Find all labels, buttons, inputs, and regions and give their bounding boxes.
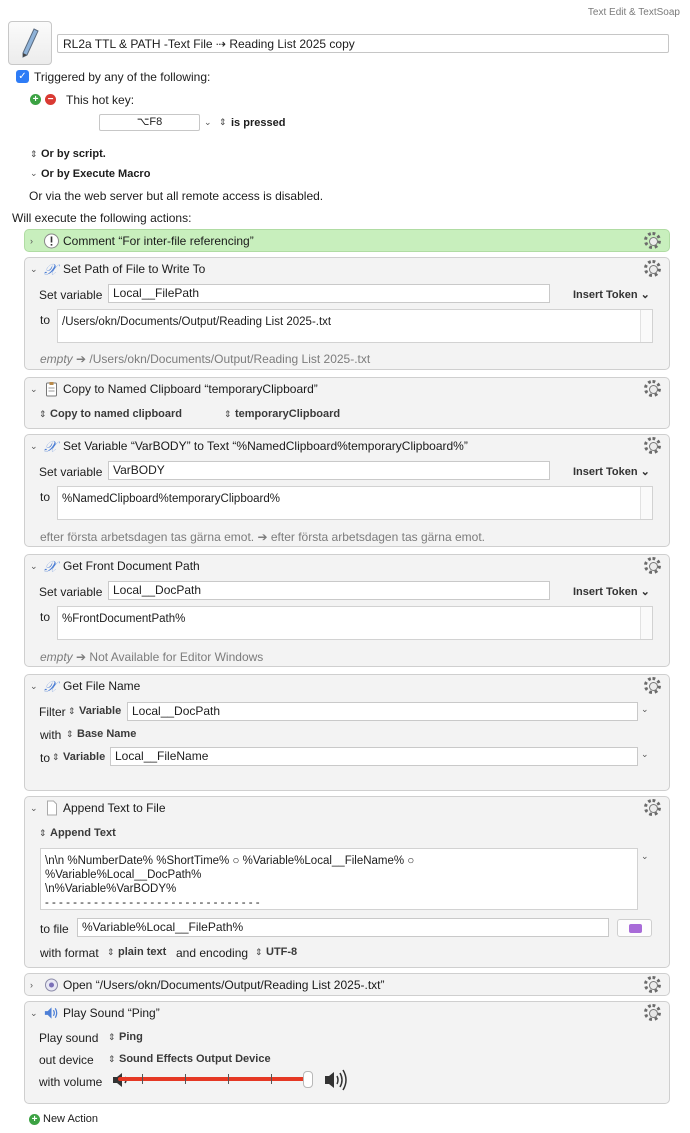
open-file-title: Open “/Users/okn/Documents/Output/Reading List 2025-.txt”	[63, 978, 385, 992]
filter-variable-field[interactable]: Local__DocPath	[127, 702, 638, 721]
destination-variable-field[interactable]: Local__FileName	[110, 747, 638, 766]
chevron-right-icon[interactable]: ›	[30, 980, 33, 990]
updown-icon: ⇕	[224, 409, 232, 419]
filter-source-popup[interactable]: Variable	[79, 705, 122, 717]
updown-icon: ⇕	[68, 706, 76, 716]
chevron-down-icon[interactable]: ⌄	[30, 264, 38, 274]
insert-token-button[interactable]: Insert Token ⌄	[573, 586, 650, 598]
copy-clipboard-action[interactable]	[24, 377, 670, 429]
updown-icon: ⇕	[52, 752, 60, 762]
gear-icon[interactable]	[644, 380, 661, 397]
gear-icon[interactable]	[644, 260, 661, 277]
scrollbar[interactable]	[640, 487, 652, 519]
variable-x-icon	[43, 558, 60, 574]
insert-token-button[interactable]: Insert Token ⌄	[573, 289, 650, 301]
to-label: to	[40, 490, 51, 504]
updown-icon: ⇕	[219, 117, 227, 127]
slider-tick	[271, 1074, 272, 1084]
volume-label: with volume	[39, 1075, 103, 1089]
variable-x-icon	[43, 678, 60, 694]
chevron-down-icon[interactable]: ⌄	[641, 704, 649, 714]
chevron-down-icon[interactable]: ⌄	[30, 681, 38, 691]
speaker-icon	[43, 1005, 60, 1021]
to-file-label: to file	[40, 922, 69, 936]
to-label: to	[40, 313, 51, 327]
exclamation-icon	[43, 233, 60, 249]
preview-text: empty ➔ /Users/okn/Documents/Output/Reading List 2025-.txt	[40, 352, 371, 366]
variable-x-icon	[43, 438, 60, 454]
filter-type-popup[interactable]: Base Name	[77, 728, 137, 740]
macro-name-field[interactable]: RL2a TTL & PATH -Text File ⇢ Reading List 2025 copy	[57, 34, 669, 53]
updown-icon: ⇕	[30, 149, 38, 159]
updown-icon: ⇕	[39, 828, 47, 838]
or-by-script-popup[interactable]: Or by script.	[41, 148, 106, 160]
gear-icon[interactable]	[644, 437, 661, 454]
svg-text:𝒳: 𝒳	[43, 438, 57, 454]
triggered-label: Triggered by any of the following:	[34, 70, 211, 84]
comment-action[interactable]	[24, 229, 670, 252]
variable-name-field[interactable]: Local__DocPath	[108, 581, 550, 600]
svg-text:𝒳: 𝒳	[43, 558, 57, 574]
preview-text: efter första arbetsdagen tas gärna emot. ➔ efter första arbetsdagen tas gärna emot.	[40, 530, 485, 544]
sound-popup[interactable]: Ping	[119, 1031, 143, 1043]
format-popup[interactable]: plain text	[118, 946, 167, 958]
append-text-textarea[interactable]: \n\n %NumberDate% %ShortTime% ○ %Variable%Local__FileName% ○ %Variable%Local__DocPath% \n%Variable%VarBODY% - - - - - - - - - - - - - - - - - - - - - - - - - - - - - - -	[40, 848, 638, 910]
updown-icon: ⇕	[255, 947, 263, 957]
gear-icon[interactable]	[644, 677, 661, 694]
comment-title: Comment “For inter-file referencing”	[63, 234, 254, 248]
clipboard-name-popup[interactable]: temporaryClipboard	[235, 408, 341, 420]
folder-icon[interactable]	[617, 919, 652, 937]
clock-gear-icon[interactable]	[644, 1004, 661, 1021]
hotkey-dropdown-chevron-icon[interactable]: ⌄	[204, 117, 212, 127]
device-popup[interactable]: Sound Effects Output Device	[119, 1053, 271, 1065]
chevron-down-icon[interactable]: ⌄	[641, 749, 649, 759]
volume-slider-knob[interactable]	[303, 1071, 313, 1088]
chevron-right-icon[interactable]: ›	[30, 236, 33, 246]
out-device-label: out device	[39, 1053, 94, 1067]
add-action-icon[interactable]: +	[29, 1114, 40, 1125]
new-action-button[interactable]: New Action	[43, 1113, 99, 1125]
updown-icon: ⇕	[107, 947, 115, 957]
filter-label: Filter	[39, 705, 66, 719]
svg-text:𝒳: 𝒳	[43, 261, 57, 277]
gear-icon[interactable]	[644, 557, 661, 574]
hotkey-state-popup[interactable]: is pressed	[231, 117, 286, 129]
play-sound-label: Play sound	[39, 1031, 99, 1045]
with-format-label: with format	[40, 946, 99, 960]
gear-icon[interactable]	[644, 232, 661, 249]
encoding-popup[interactable]: UTF-8	[266, 946, 298, 958]
variable-value-textarea[interactable]: %FrontDocumentPath%	[57, 606, 653, 640]
variable-value-textarea[interactable]: /Users/okn/Documents/Output/Reading List 2025-.txt	[57, 309, 653, 343]
updown-icon: ⇕	[108, 1054, 116, 1064]
svg-text:𝒳: 𝒳	[43, 678, 57, 694]
hotkey-label: This hot key:	[66, 93, 135, 107]
append-text-title: Append Text to File	[63, 801, 166, 815]
document-icon	[43, 800, 60, 816]
chevron-down-icon[interactable]: ⌄	[30, 441, 38, 451]
gear-icon[interactable]	[644, 976, 661, 993]
updown-icon: ⇕	[66, 729, 74, 739]
destination-popup[interactable]: Variable	[63, 751, 106, 763]
front-doc-title: Get Front Document Path	[63, 559, 200, 573]
remove-trigger-icon[interactable]: −	[45, 94, 56, 105]
append-mode-popup[interactable]: Append Text	[50, 827, 116, 839]
volume-slider-track[interactable]	[118, 1077, 308, 1081]
preview-text: empty ➔ Not Available for Editor Windows	[40, 650, 264, 664]
to-label: to	[40, 610, 51, 624]
encoding-label: and encoding	[176, 946, 249, 960]
textedit-app-icon[interactable]	[8, 21, 52, 65]
with-label: with	[40, 728, 62, 742]
open-file-action[interactable]	[24, 973, 670, 996]
clipboard-action-popup[interactable]: Copy to named clipboard	[50, 408, 183, 420]
scrollbar[interactable]	[640, 310, 652, 342]
file-path-field[interactable]: %Variable%Local__FilePath%	[77, 918, 609, 937]
variable-name-field[interactable]: VarBODY	[108, 461, 550, 480]
variable-value-textarea[interactable]: %NamedClipboard%temporaryClipboard%	[57, 486, 653, 520]
chevron-down-icon[interactable]: ⌄	[30, 384, 38, 394]
triggered-checkbox[interactable]: ✓	[16, 70, 29, 83]
open-file-icon	[43, 977, 60, 993]
slider-tick	[228, 1074, 229, 1084]
file-name-title: Get File Name	[63, 679, 141, 693]
set-variable-label: Set variable	[39, 288, 103, 302]
set-variable-label: Set variable	[39, 465, 103, 479]
chevron-down-icon[interactable]: ⌄	[30, 561, 38, 571]
to-label: to	[40, 751, 51, 765]
scrollbar[interactable]	[640, 607, 652, 639]
set-variable-label: Set variable	[39, 585, 103, 599]
volume-high-icon	[323, 1068, 351, 1092]
chevron-down-icon[interactable]: ⌄	[641, 851, 649, 861]
web-server-text: Or via the web server but all remote access is disabled.	[29, 189, 324, 203]
clipboard-icon	[43, 381, 60, 397]
slider-tick	[142, 1074, 143, 1084]
set-path-title: Set Path of File to Write To	[63, 262, 206, 276]
or-by-execute-macro-popup[interactable]: Or by Execute Macro	[41, 168, 151, 180]
updown-icon: ⇕	[108, 1032, 116, 1042]
updown-icon: ⇕	[39, 409, 47, 419]
copy-clipboard-title: Copy to Named Clipboard “temporaryClipboard”	[63, 382, 318, 396]
macro-group-label: Text Edit & TextSoap	[587, 7, 680, 18]
gear-icon[interactable]	[644, 799, 661, 816]
add-trigger-icon[interactable]: +	[30, 94, 41, 105]
slider-tick	[185, 1074, 186, 1084]
actions-label: Will execute the following actions:	[12, 211, 192, 225]
insert-token-button[interactable]: Insert Token ⌄	[573, 466, 650, 478]
chevron-down-icon[interactable]: ⌄	[30, 1008, 38, 1018]
variable-name-field[interactable]: Local__FilePath	[108, 284, 550, 303]
pen-icon	[21, 28, 39, 60]
hotkey-field[interactable]: ⌥F8	[99, 114, 200, 131]
set-body-title: Set Variable “VarBODY” to Text “%NamedClipboard%temporaryClipboard%”	[63, 439, 468, 453]
chevron-down-icon[interactable]: ⌄	[30, 168, 38, 178]
variable-x-icon	[43, 261, 60, 277]
chevron-down-icon[interactable]: ⌄	[30, 803, 38, 813]
play-sound-title: Play Sound “Ping”	[63, 1006, 160, 1020]
